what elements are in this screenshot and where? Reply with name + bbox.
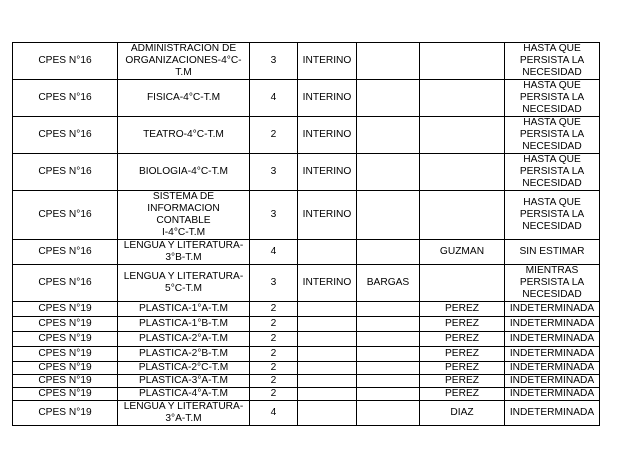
- subject-cell: PLASTICA-2°A-T.M: [118, 332, 250, 347]
- subject-cell: PLASTICA-3°A-T.M: [118, 375, 250, 388]
- hours-cell: 2: [250, 388, 298, 401]
- subject-cell: LENGUA Y LITERATURA- 3°B-T.M: [118, 240, 250, 265]
- hours-cell: 4: [250, 240, 298, 265]
- holder-cell: PEREZ: [420, 375, 505, 388]
- table-row: [13, 117, 600, 154]
- substitute-cell: [357, 191, 420, 240]
- hours-cell: 2: [250, 347, 298, 362]
- status-cell: [298, 317, 357, 332]
- table-row: [13, 362, 600, 375]
- school-cell: CPES N°16: [13, 154, 118, 191]
- subject-cell: PLASTICA-2°C-T.M: [118, 362, 250, 375]
- status-cell: [298, 375, 357, 388]
- holder-cell: [420, 80, 505, 117]
- holder-cell: [420, 191, 505, 240]
- holder-cell: [420, 117, 505, 154]
- status-cell: [298, 362, 357, 375]
- substitute-cell: [357, 317, 420, 332]
- period-cell: INDETERMINADA: [505, 375, 600, 388]
- hours-cell: 3: [250, 265, 298, 302]
- subject-cell: LENGUA Y LITERATURA- 3°A-T.M: [118, 401, 250, 426]
- table-row: [13, 265, 600, 302]
- period-cell: HASTA QUE PERSISTA LA NECESIDAD: [505, 117, 600, 154]
- table-row: [13, 401, 600, 426]
- subject-cell: PLASTICA-1°B-T.M: [118, 317, 250, 332]
- substitute-cell: [357, 401, 420, 426]
- subject-cell: ADMINISTRACION DE ORGANIZACIONES-4°C- T.M: [118, 43, 250, 80]
- table-row: [13, 240, 600, 265]
- period-cell: INDETERMINADA: [505, 362, 600, 375]
- subject-cell: FISICA-4°C-T.M: [118, 80, 250, 117]
- holder-cell: PEREZ: [420, 317, 505, 332]
- school-cell: CPES N°19: [13, 375, 118, 388]
- status-cell: INTERINO: [298, 154, 357, 191]
- holder-cell: GUZMAN: [420, 240, 505, 265]
- period-cell: SIN ESTIMAR: [505, 240, 600, 265]
- status-cell: [298, 401, 357, 426]
- school-cell: CPES N°19: [13, 388, 118, 401]
- assignments-table: [12, 42, 600, 426]
- holder-cell: PEREZ: [420, 332, 505, 347]
- substitute-cell: [357, 302, 420, 317]
- hours-cell: 2: [250, 302, 298, 317]
- period-cell: INDETERMINADA: [505, 332, 600, 347]
- substitute-cell: BARGAS: [357, 265, 420, 302]
- table-row: [13, 80, 600, 117]
- holder-cell: [420, 265, 505, 302]
- status-cell: INTERINO: [298, 43, 357, 80]
- subject-cell: PLASTICA-1°A-T.M: [118, 302, 250, 317]
- holder-cell: [420, 154, 505, 191]
- holder-cell: DIAZ: [420, 401, 505, 426]
- status-cell: [298, 388, 357, 401]
- table-row: [13, 347, 600, 362]
- period-cell: MIENTRAS PERSISTA LA NECESIDAD: [505, 265, 600, 302]
- hours-cell: 3: [250, 191, 298, 240]
- substitute-cell: [357, 332, 420, 347]
- table-row: [13, 154, 600, 191]
- school-cell: CPES N°19: [13, 401, 118, 426]
- school-cell: CPES N°19: [13, 302, 118, 317]
- period-cell: INDETERMINADA: [505, 317, 600, 332]
- holder-cell: PEREZ: [420, 347, 505, 362]
- substitute-cell: [357, 43, 420, 80]
- period-cell: INDETERMINADA: [505, 388, 600, 401]
- hours-cell: 2: [250, 317, 298, 332]
- school-cell: CPES N°19: [13, 332, 118, 347]
- holder-cell: [420, 43, 505, 80]
- table-row: [13, 332, 600, 347]
- subject-cell: PLASTICA-2°B-T.M: [118, 347, 250, 362]
- status-cell: [298, 302, 357, 317]
- status-cell: INTERINO: [298, 191, 357, 240]
- subject-cell: SISTEMA DE INFORMACION CONTABLE I-4°C-T.M: [118, 191, 250, 240]
- holder-cell: PEREZ: [420, 362, 505, 375]
- substitute-cell: [357, 347, 420, 362]
- substitute-cell: [357, 154, 420, 191]
- school-cell: CPES N°19: [13, 317, 118, 332]
- hours-cell: 2: [250, 117, 298, 154]
- period-cell: HASTA QUE PERSISTA LA NECESIDAD: [505, 191, 600, 240]
- substitute-cell: [357, 80, 420, 117]
- substitute-cell: [357, 375, 420, 388]
- school-cell: CPES N°16: [13, 265, 118, 302]
- holder-cell: PEREZ: [420, 302, 505, 317]
- hours-cell: 2: [250, 332, 298, 347]
- school-cell: CPES N°16: [13, 117, 118, 154]
- status-cell: [298, 347, 357, 362]
- school-cell: CPES N°16: [13, 43, 118, 80]
- assignments-table-body: [13, 43, 600, 426]
- table-row: [13, 191, 600, 240]
- period-cell: INDETERMINADA: [505, 401, 600, 426]
- substitute-cell: [357, 362, 420, 375]
- substitute-cell: [357, 117, 420, 154]
- school-cell: CPES N°16: [13, 240, 118, 265]
- substitute-cell: [357, 388, 420, 401]
- holder-cell: PEREZ: [420, 388, 505, 401]
- subject-cell: BIOLOGIA-4°C-T.M: [118, 154, 250, 191]
- hours-cell: 3: [250, 43, 298, 80]
- hours-cell: 2: [250, 362, 298, 375]
- period-cell: HASTA QUE PERSISTA LA NECESIDAD: [505, 43, 600, 80]
- table-row: [13, 302, 600, 317]
- subject-cell: PLASTICA-4°A-T.M: [118, 388, 250, 401]
- hours-cell: 4: [250, 80, 298, 117]
- table-row: [13, 317, 600, 332]
- period-cell: HASTA QUE PERSISTA LA NECESIDAD: [505, 154, 600, 191]
- subject-cell: TEATRO-4°C-T.M: [118, 117, 250, 154]
- period-cell: INDETERMINADA: [505, 302, 600, 317]
- period-cell: HASTA QUE PERSISTA LA NECESIDAD: [505, 80, 600, 117]
- hours-cell: 3: [250, 154, 298, 191]
- table-row: [13, 375, 600, 388]
- subject-cell: LENGUA Y LITERATURA- 5°C-T.M: [118, 265, 250, 302]
- status-cell: INTERINO: [298, 80, 357, 117]
- school-cell: CPES N°19: [13, 347, 118, 362]
- period-cell: INDETERMINADA: [505, 347, 600, 362]
- school-cell: CPES N°16: [13, 80, 118, 117]
- substitute-cell: [357, 240, 420, 265]
- table-row: [13, 388, 600, 401]
- hours-cell: 2: [250, 375, 298, 388]
- status-cell: [298, 332, 357, 347]
- status-cell: INTERINO: [298, 117, 357, 154]
- school-cell: CPES N°16: [13, 191, 118, 240]
- status-cell: INTERINO: [298, 265, 357, 302]
- status-cell: [298, 240, 357, 265]
- school-cell: CPES N°19: [13, 362, 118, 375]
- table-row: [13, 43, 600, 80]
- hours-cell: 4: [250, 401, 298, 426]
